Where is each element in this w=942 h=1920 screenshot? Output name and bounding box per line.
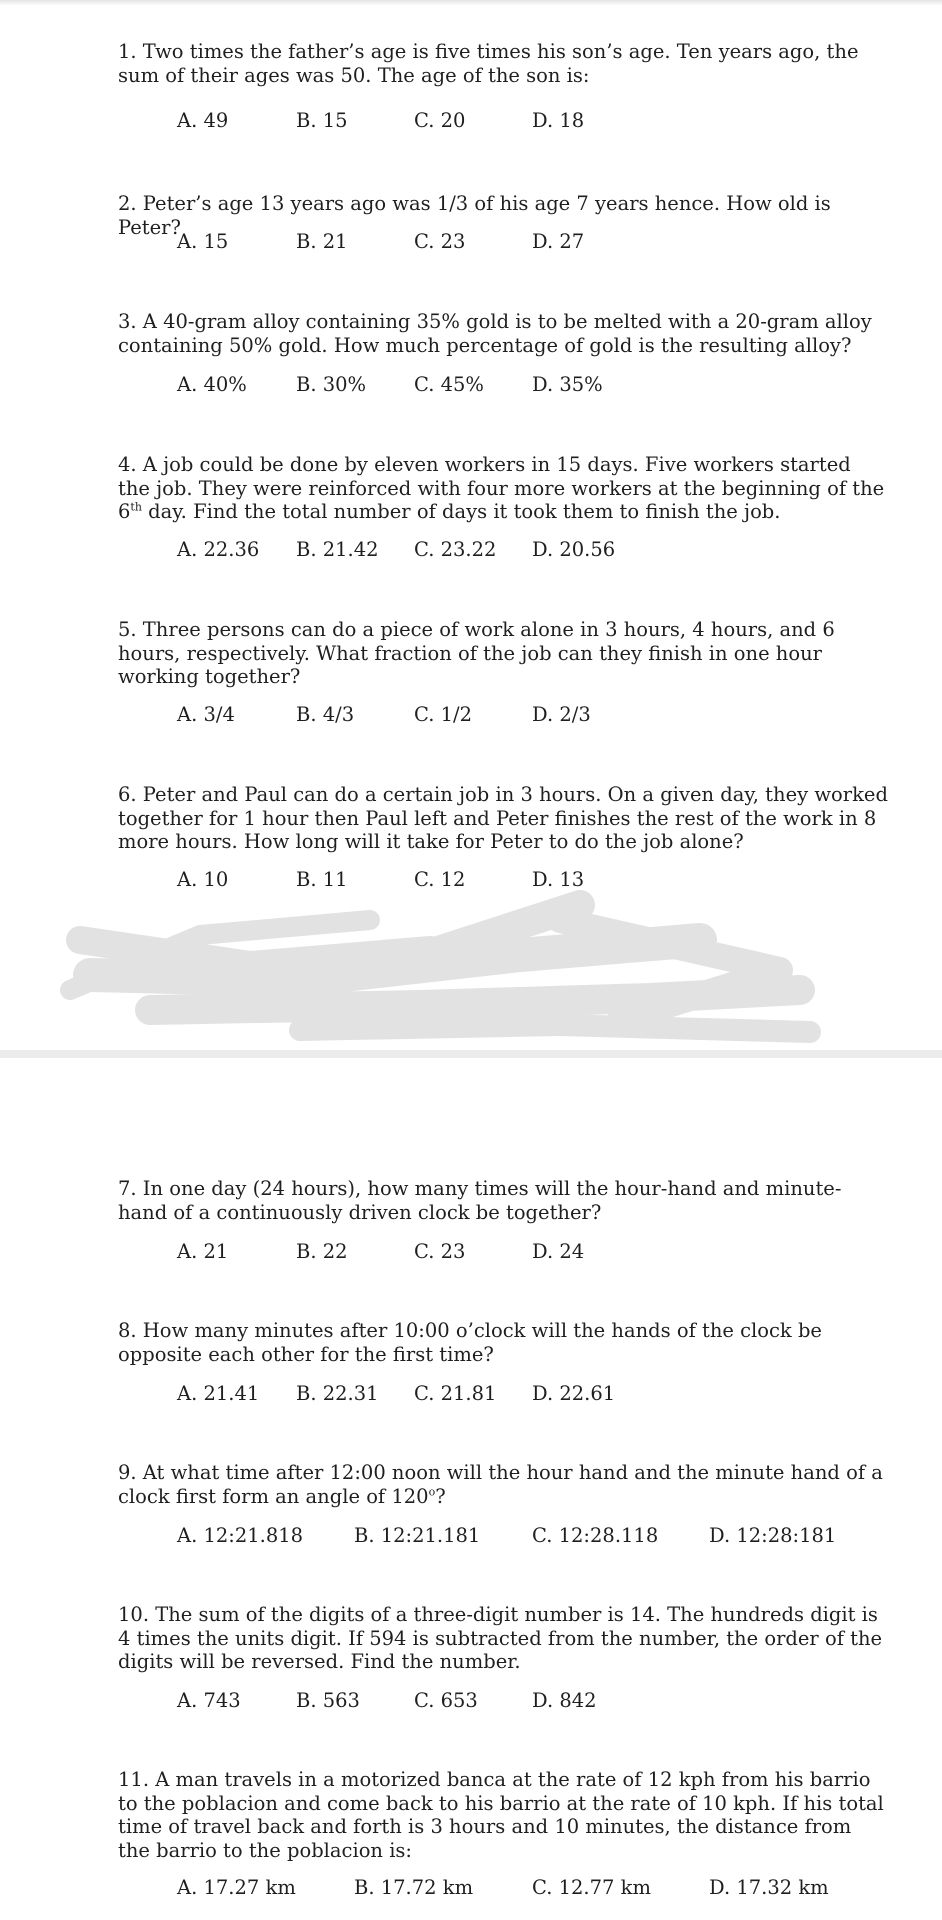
- option-b[interactable]: B. 11: [296, 868, 348, 891]
- option-d[interactable]: D. 20.56: [532, 538, 616, 561]
- option-a[interactable]: A. 17.27 km: [177, 1876, 296, 1899]
- question-1-text: 1. Two times the father’s age is five times his son’s age. Ten years ago, the sum of their ages was 50. The age of the son is:: [118, 40, 859, 87]
- option-c[interactable]: C. 23: [414, 230, 466, 253]
- option-d[interactable]: D. 2/3: [532, 703, 591, 726]
- option-c[interactable]: C. 12.77 km: [532, 1876, 651, 1899]
- option-c[interactable]: C. 23.22: [414, 538, 497, 561]
- option-a[interactable]: A. 15: [177, 230, 229, 253]
- option-b[interactable]: B. 21.42: [296, 538, 379, 561]
- page-divider: [0, 1050, 942, 1058]
- question-2-text: 2. Peter’s age 13 years ago was 1/3 of his age 7 years hence. How old is Peter?: [118, 192, 831, 239]
- option-c[interactable]: C. 1/2: [414, 703, 473, 726]
- question-8-text: 8. How many minutes after 10:00 o’clock will the hands of the clock be opposite each other for the first time?: [118, 1319, 822, 1366]
- option-a[interactable]: A. 40%: [177, 373, 247, 396]
- option-c[interactable]: C. 23: [414, 1240, 466, 1263]
- redaction-scribble: [0, 880, 942, 1050]
- option-d[interactable]: D. 22.61: [532, 1382, 616, 1405]
- option-d[interactable]: D. 12:28:181: [709, 1524, 837, 1547]
- option-b[interactable]: B. 30%: [296, 373, 367, 396]
- question-10-text: 10. The sum of the digits of a three-digit number is 14. The hundreds digit is 4 times the units digit. If 594 is subtracted from the number, the order of the digits will be reversed. Find the number.: [118, 1603, 883, 1673]
- option-a[interactable]: A. 743: [177, 1689, 241, 1712]
- option-b[interactable]: B. 17.72 km: [354, 1876, 474, 1899]
- option-d[interactable]: D. 13: [532, 868, 585, 891]
- option-c[interactable]: C. 20: [414, 109, 466, 132]
- question-7-text: 7. In one day (24 hours), how many times will the hour-hand and minute-hand of a continuously driven clock be together?: [118, 1177, 842, 1224]
- question-6-text: 6. Peter and Paul can do a certain job in 3 hours. On a given day, they worked together for 1 hour then Paul left and Peter finishes the rest of the work in 8 more hours. How long will it take for Peter to do the job alone?: [118, 783, 888, 853]
- option-b[interactable]: B. 22.31: [296, 1382, 379, 1405]
- question-3-text: 3. A 40-gram alloy containing 35% gold is to be melted with a 20-gram alloy containing 50% gold. How much percentage of gold is the resulting alloy?: [118, 310, 872, 357]
- option-a[interactable]: A. 21: [177, 1240, 229, 1263]
- option-d[interactable]: D. 27: [532, 230, 585, 253]
- option-b[interactable]: B. 4/3: [296, 703, 355, 726]
- option-a[interactable]: A. 3/4: [177, 703, 235, 726]
- option-b[interactable]: B. 15: [296, 109, 348, 132]
- question-11-text: 11. A man travels in a motorized banca at the rate of 12 kph from his barrio to the poblacion and come back to his barrio at the rate of 10 kph. If his total time of travel back and forth is 3 hours and 10 minutes, the distance from the barrio to the poblacion is:: [118, 1768, 884, 1862]
- option-a[interactable]: A. 21.41: [177, 1382, 260, 1405]
- option-d[interactable]: D. 17.32 km: [709, 1876, 829, 1899]
- option-a[interactable]: A. 12:21.818: [177, 1524, 304, 1547]
- option-a[interactable]: A. 10: [177, 868, 229, 891]
- question-5-text: 5. Three persons can do a piece of work alone in 3 hours, 4 hours, and 6 hours, respectively. What fraction of the job can they finish in one hour working together?: [118, 618, 835, 688]
- option-a[interactable]: A. 49: [177, 109, 229, 132]
- option-c[interactable]: C. 45%: [414, 373, 484, 396]
- option-a[interactable]: A. 22.36: [177, 538, 260, 561]
- option-c[interactable]: C. 653: [414, 1689, 478, 1712]
- option-b[interactable]: B. 12:21.181: [354, 1524, 481, 1547]
- option-c[interactable]: C. 21.81: [414, 1382, 497, 1405]
- option-d[interactable]: D. 24: [532, 1240, 585, 1263]
- option-d[interactable]: D. 842: [532, 1689, 597, 1712]
- option-c[interactable]: C. 12:28.118: [532, 1524, 659, 1547]
- option-c[interactable]: C. 12: [414, 868, 466, 891]
- option-b[interactable]: B. 563: [296, 1689, 360, 1712]
- page-top-edge: [0, 0, 942, 6]
- option-d[interactable]: D. 18: [532, 109, 585, 132]
- option-d[interactable]: D. 35%: [532, 373, 603, 396]
- question-9-text: 9. At what time after 12:00 noon will the hour hand and the minute hand of a clock first form an angle of 120$^o$?: [118, 1461, 883, 1508]
- option-b[interactable]: B. 22: [296, 1240, 348, 1263]
- option-b[interactable]: B. 21: [296, 230, 348, 253]
- question-4-text: 4. A job could be done by eleven workers in 15 days. Five workers started the job. They were reinforced with four more workers at the beginning of the 6th day. Find the total number of days it took them to finish the job.: [118, 453, 885, 523]
